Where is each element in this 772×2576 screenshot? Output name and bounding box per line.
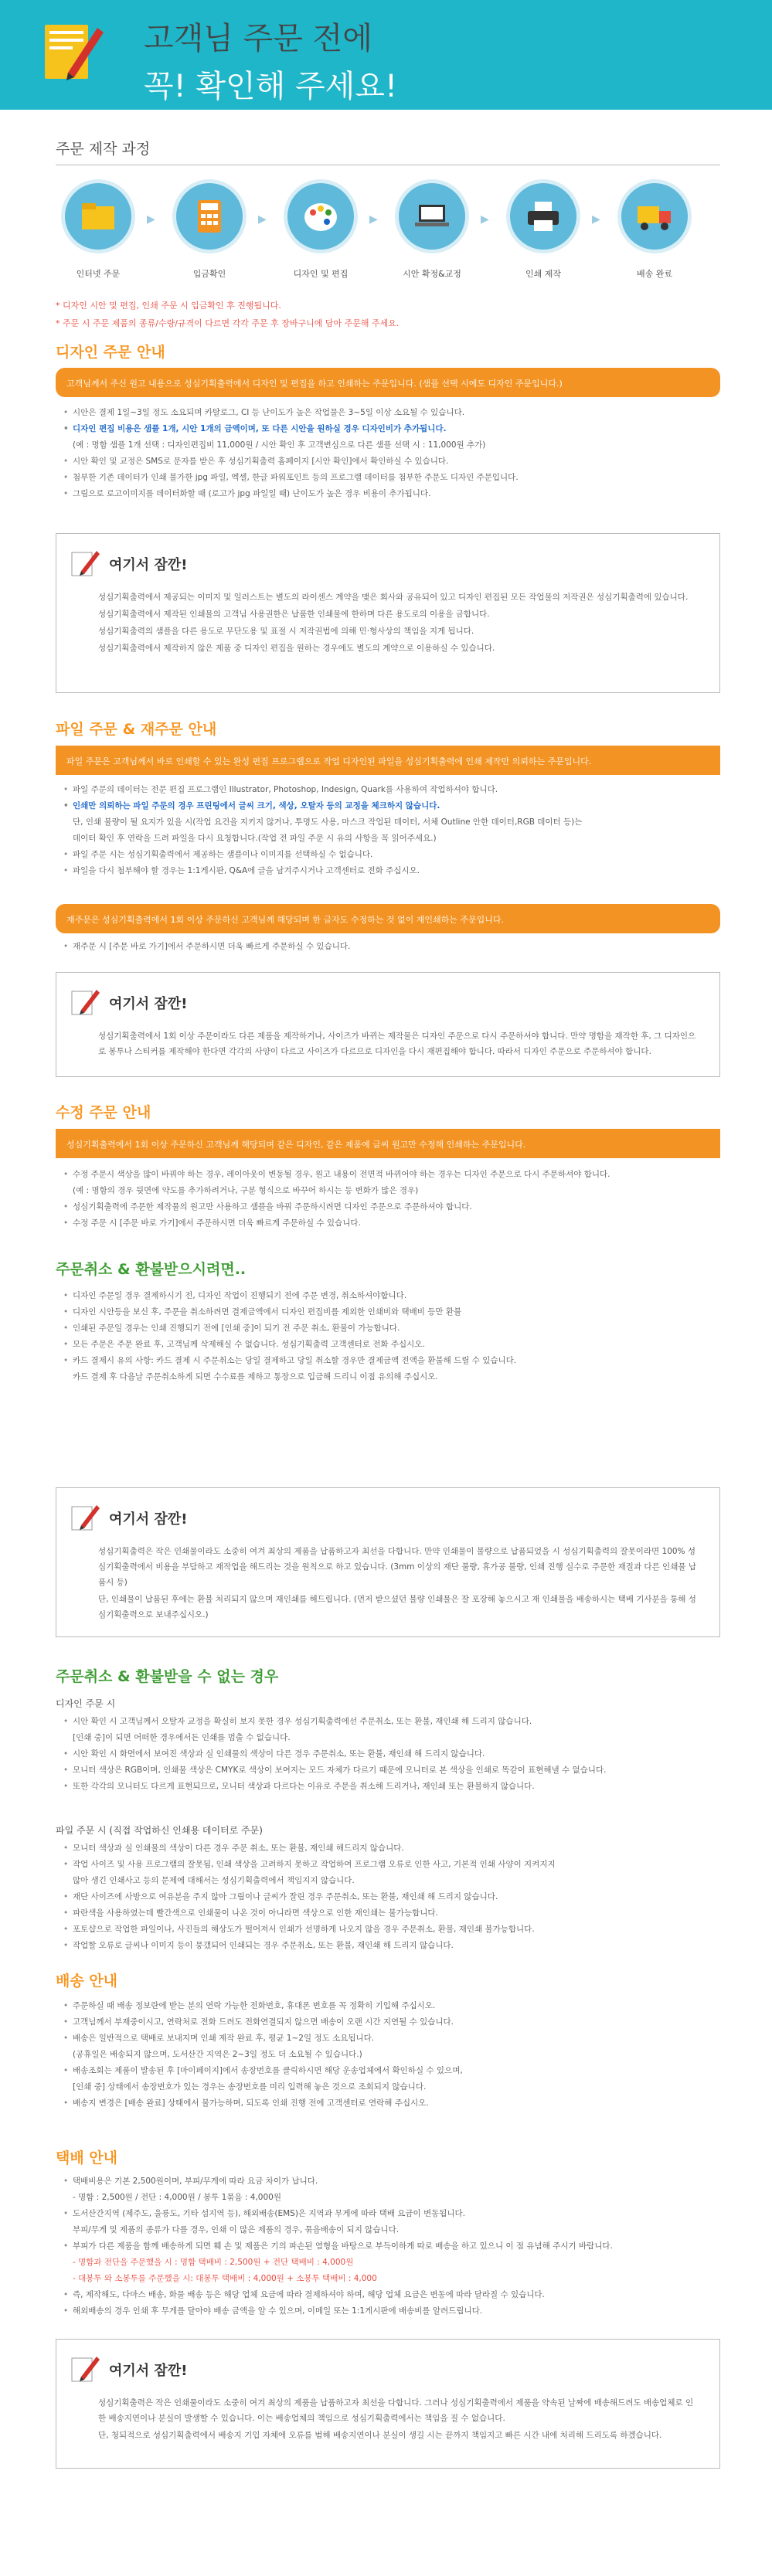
process-note: * 주문 시 주문 제품의 종류/수량/규격이 다르면 각각 주문 후 장바구니에 담아 주문해 주세요. [56, 318, 400, 328]
list-item: • 포토샵으로 작업한 파일이나, 사진들의 해상도가 떨어져서 인쇄가 선명하게 나오지 않을 경우 주문취소, 환불, 재인쇄 불가능합니다. [63, 1922, 720, 1938]
step-label: 인쇄 제작 [525, 269, 561, 279]
notice-text: 단, 청되적으로 성심기획출력에서 배송지 기입 자체에 오류를 범해 배송지연이나 분실이 생길 시는 끝까지 책임지고 빠른 시간 내에 처리해 드리도록 하겠습니다. [98, 2431, 662, 2440]
notice-title: 여기서 잠깐! [109, 996, 188, 1012]
hero-title-line2: 꼭! 확인해 주세요! [144, 69, 397, 104]
step-label: 시안 확정&교정 [403, 269, 461, 279]
list-item: • 즉, 제작해도, 다마스 배송, 화물 배송 등은 해당 업체 요금에 따라 결제하셔야 하며, 해당 업체 요금은 변동에 따라 달라질 수 있습니다. [63, 2287, 720, 2303]
list-item: (예 : 명함 샘플 1개 선택 : 디자인편집비 11,000원 / 시안 확인 후 고객변심으로 다른 샘플 선택 시 : 11,000원 추가) [73, 440, 486, 450]
list-item: • 수정 주문 시 [주문 바로 가기]에서 주문하시면 더욱 빠르게 주문하실 수 있습니다. [63, 1215, 720, 1232]
notice-title: 여기서 잠깐! [109, 2363, 188, 2379]
info-list [63, 1714, 720, 1795]
info-list [63, 1998, 720, 2112]
list-item: - 대봉투 와 소봉투를 주문했을 시: 대봉투 택배비 : 4,000원 + 소봉투 택배비 : 4,000 [73, 2274, 377, 2283]
list-item: • 시안 확인 시 고객님께서 오탈자 교정을 확실히 보지 못한 경우 성심기획출력에선 주문취소, 또는 환불, 재인쇄 해 드리지 않습니다. [63, 1714, 720, 1730]
subsection-title: 파일 주문 시 (직접 작업하신 인쇄용 데이터로 주문) [56, 1825, 263, 1836]
step-circle [395, 179, 469, 253]
list-item: • 인쇄만 의뢰하는 파일 주문의 경우 프린팅에서 글씨 크기, 색상, 오탈자 등의 교정을 체크하지 않습니다. [63, 798, 720, 814]
pen-paper-icon [39, 17, 105, 83]
pen-icon [70, 548, 101, 579]
list-item: • 해외배송의 경우 인쇄 후 무게를 달아야 배송 금액을 알 수 있으며, 이메일 또는 1:1게시판에 배송비를 알려드립니다. [63, 2303, 720, 2319]
chevron-right-icon: ▶ [481, 213, 489, 226]
notice-body [98, 590, 696, 658]
chevron-right-icon: ▶ [369, 213, 378, 226]
truck-icon [635, 197, 674, 236]
info-list [63, 782, 720, 879]
list-item: • 파일 주문 시는 성심기획출력에서 제공하는 샘플이나 이미지를 선택하실 수 없습니다. [63, 847, 720, 863]
list-item: • 디자인 편집 비용은 샘플 1개, 시안 1개의 금액이며, 또 다른 시안을 원하실 경우 디자인비가 추가됩니다. [63, 421, 720, 437]
list-item: • 부피가 다른 제품을 함께 배송하게 되면 훼 손 및 제품은 기의 파손된 염형을 바탕으로 부득이하게 따로 배송을 하고 있으니 이 점 유념해 주시기 바랍니다. [63, 2238, 720, 2255]
chevron-right-icon: ▶ [592, 213, 600, 226]
list-item: (공휴일은 배송되지 않으며, 도서산간 지역은 2~3일 정도 더 소요될 수 있습니다.) [73, 2050, 362, 2059]
list-item: • 배송은 일반적으로 택배로 보내지며 인쇄 제작 완료 후, 평균 1~2일 정도 소요됩니다. [63, 2031, 720, 2047]
notice-box [56, 2339, 720, 2469]
chevron-right-icon: ▶ [258, 213, 267, 226]
info-bar: 파일 주문은 고객님께서 바로 인쇄할 수 있는 완성 편집 프로그램으로 작업 디자인된 파일을 성심기획출력에 인쇄 제작만 의뢰하는 주문입니다. [56, 746, 720, 775]
list-item: • 그림으로 로고이미지를 데이터화할 때 (로고가 jpg 파일일 때) 난이도가 높은 경우 비용이 추가됩니다. [63, 486, 720, 502]
step-payment [167, 179, 252, 280]
step-label: 배송 완료 [636, 269, 672, 279]
list-item: • 작업 사이즈 및 사용 프로그램의 잘못됨, 인쇄 색상을 고려하지 못하고 작업하여 프로그램 오류로 인한 사고, 기본적 인쇄 사양이 지켜지지 [63, 1857, 720, 1873]
info-list [63, 1167, 720, 1232]
section-title-delivery: 배송 안내 [56, 1973, 118, 1990]
notice-text: 성심기획출력에서 제작하지 않은 제품 중 디자인 편집을 원하는 경우에도 별도의 계약으로 이용하실 수 있습니다. [98, 644, 495, 653]
process-note: * 디자인 시안 및 편집, 인쇄 주문 시 입금확인 후 진행됩니다. [56, 301, 281, 311]
step-circle [172, 179, 247, 253]
list-item: • 성심기획출력에 주문한 제작물의 원고만 사용하고 샘플을 바꿔 주문하시려면 디자인 주문으로 주문하셔야 합니다. [63, 1199, 720, 1215]
step-label: 인터넷 주문 [76, 269, 121, 279]
printer-icon [524, 197, 563, 236]
list-item: • 택배비용은 기본 2,500원이며, 부피/무게에 따라 요금 차이가 납니다. [63, 2173, 720, 2190]
folder-icon [79, 197, 117, 236]
list-item: 않아 생긴 인쇄사고 등의 문제에 대해서는 성심기획출력에서 책임지지 않습니다. [73, 1876, 355, 1885]
info-list [63, 939, 720, 955]
list-item: • 재단 사이즈에 사방으로 여유분을 주지 않아 그림이나 글씨가 잘린 경우 주문취소, 또는 환불, 재인쇄 해 드리지 않습니다. [63, 1889, 720, 1905]
notice-text: 단, 인쇄물이 납품된 후에는 환불 처리되지 않으며 재인쇄를 해드립니다. (먼저 받으셨던 불량 인쇄물은 잘 포장해 놓으시고 재 인쇄물을 배송하시는 택배 기사분을 통해 성심기획출력으로 보내주십시오.) [98, 1595, 696, 1619]
step-print [501, 179, 586, 280]
list-item: 부피/무게 및 제품의 종류가 다를 경우, 인쇄 이 많은 제품의 경우, 묶음배송이 되지 않습니다. [73, 2225, 400, 2234]
info-list [63, 405, 720, 502]
list-item: 단, 인쇄 불량이 될 요지가 있을 시(작업 요건을 지키지 않거나, 투명도 사용, 마스크 작업된 데이터, 서체 Outline 안한 데이터,RGB 데이터 등)는 [73, 817, 583, 827]
notice-body [98, 2395, 696, 2445]
section-title-file: 파일 주문 & 재주문 안내 [56, 721, 217, 738]
info-bar: 재주문은 성심기획출력에서 1회 이상 주문하신 고객님께 해당되며 한 글자도 수정하는 것 없이 재인쇄하는 주문입니다. [56, 904, 720, 933]
list-item: • 파란색을 사용하였는데 빨간색으로 인쇄물이 나온 것이 아니라면 색상으로 인한 재인쇄는 불가능합니다. [63, 1905, 720, 1922]
list-item: • 카드 결제시 유의 사항: 카드 결제 시 주문취소는 당일 결제하고 당일 취소할 경우만 결제금액 전액을 환불해 드릴 수 있습니다. [63, 1353, 720, 1369]
list-item: • 배송지 변경은 [배송 완료] 상태에서 불가능하며, 되도록 인쇄 진행 전에 고객센터로 연락해 주십시오. [63, 2095, 720, 2112]
list-item: • 고객님께서 부재중이시고, 연락처로 전화 드려도 전화연결되지 않으면 배송이 오랜 시간 지연될 수 있습니다. [63, 2014, 720, 2031]
notice-title: 여기서 잠깐! [109, 1511, 188, 1528]
chevron-right-icon: ▶ [147, 213, 155, 226]
list-item: [인쇄 중] 상태에서 송장번호가 있는 경우는 송장번호를 미리 입력해 놓은 것으로 조회되지 않습니다. [73, 2082, 427, 2092]
notice-title: 여기서 잠깐! [109, 557, 188, 573]
step-design [278, 179, 363, 280]
laptop-icon [413, 197, 451, 236]
pen-icon [70, 2353, 101, 2384]
process-title: 주문 제작 과정 [56, 141, 151, 158]
notice-body [98, 1028, 696, 1061]
list-item: • 모니터 색상과 실 인쇄물의 색상이 다른 경우 주문 취소, 또는 환불, 재인쇄 해드리지 않습니다. [63, 1840, 720, 1857]
list-item: • 인쇄된 주문일 경우는 인쇄 진행되기 전에 [인쇄 중]이 되기 전 주문 취소, 환불이 가능합니다. [63, 1320, 720, 1337]
notice-text: 성심기획출력에서 제작된 인쇄물의 고객님 사용권한은 납품한 인쇄물에 한하며 다른 용도로의 이용을 금합니다. [98, 610, 490, 619]
notice-text: 성심기획출력에서 제공되는 이미지 및 일러스트는 별도의 라이센스 계약을 맺은 회사와 공유되어 있고 디자인 편집된 모든 작업물의 저작권은 성심기획출력에 있습니다. [98, 593, 689, 602]
list-item: • 파일을 다시 첨부해야 할 경우는 1:1게시판, Q&A에 글을 남겨주시거나 고객센터로 전화 주십시오. [63, 863, 720, 879]
notice-body [98, 1544, 696, 1624]
notice-box [56, 972, 720, 1077]
step-order [56, 179, 141, 280]
list-item: • 디자인 시안등을 보신 후, 주문을 취소하려면 결제금액에서 디자인 편집비를 제외한 인쇄비와 택배비 등만 환불 [63, 1304, 720, 1320]
list-item: • 시안 확인 및 교정은 SMS로 문자를 받은 후 성심기획출력 홈페이지 [시안 확인]에서 확인하실 수 있습니다. [63, 454, 720, 470]
hero-banner [0, 0, 772, 110]
info-list [63, 2173, 720, 2319]
section-title-norefund: 주문취소 & 환불받을 수 없는 경우 [56, 1668, 279, 1685]
list-item: • 모니터 색상은 RGB이며, 인쇄물 색상은 CMYK로 색상이 보여지는 모드 자체가 다르기 때문에 모니터로 본 색상을 인쇄로 똑같이 표현해낼 수 없습니다. [63, 1762, 720, 1779]
step-circle [617, 179, 692, 253]
list-item: - 명함과 전단을 주문했을 시 : 명함 택배비 : 2,500원 + 전단 택배비 : 4,000원 [73, 2258, 354, 2267]
list-item: • 첨부한 기존 데이터가 인쇄 불가한 jpg 파일, 엑셀, 한글 파워포인트 등의 프로그램 데이터를 첨부한 주문도 디자인 주문입니다. [63, 470, 720, 486]
list-item: • 파일 주문의 데이터는 전문 편집 프로그램인 Illustrator, Photoshop, Indesign, Quark를 사용하여 작업하셔야 합니다. [63, 782, 720, 798]
subsection-title: 디자인 주문 시 [56, 1698, 116, 1709]
step-circle [506, 179, 580, 253]
list-item: • 시안 확인 시 화면에서 보여진 색상과 실 인쇄물의 색상이 다른 경우 주문취소, 또는 환불, 재인쇄 해 드리지 않습니다. [63, 1746, 720, 1762]
step-label: 입금확인 [192, 269, 226, 279]
info-list [63, 1840, 720, 1954]
step-circle [284, 179, 358, 253]
list-item: • 디자인 주문일 경우 결제하시기 전, 디자인 작업이 진행되기 전에 주문 변경, 취소하셔야합니다. [63, 1288, 720, 1304]
list-item: • 모든 주문은 주문 완료 후, 고객님께 삭제해실 수 없습니다. 성심기획출력 고객센터로 전화 주십시오. [63, 1337, 720, 1353]
notice-text: 성심기획출력에서 1회 이상 주문이라도 다른 제품을 제작하거나, 사이즈가 바뀌는 제작물은 디자인 주문으로 다시 주문하셔야 합니다. 만약 명함을 재작한 후, 그 디자인으로 봉투나 스티커를 제작해야 한다면 각각의 사양이 다르고 사이즈가 다르므로 디자인을 다시 재편집해야 합니다. 따라서 디자인 주문으로 주문하셔야 합니다. [98, 1031, 696, 1056]
calculator-icon [190, 197, 229, 236]
info-list [63, 1288, 720, 1385]
palette-icon [301, 197, 340, 236]
list-item: • 도서산간지역 (제주도, 울릉도, 기타 섬지역 등), 해외배송(EMS)은 지역과 무게에 따라 택배 요금이 변동됩니다. [63, 2206, 720, 2222]
notice-box [56, 1487, 720, 1637]
notice-text: 성심기획출력의 샘플을 다른 용도로 무단도용 및 표절 시 저작권법에 의해 민·형사상의 책임을 지게 됩니다. [98, 627, 474, 636]
list-item: (예 : 명함의 경우 뒷면에 약도를 추가하려거나, 구분 형식으로 바꾸어 하시는 등 변화가 많은 경우) [73, 1186, 419, 1195]
info-bar: 성심기획출력에서 1회 이상 주문하신 고객님께 해당되며 같은 디자인, 같은 제품에 글씨 원고만 수정해 인쇄하는 주문입니다. [56, 1129, 720, 1158]
notice-box [56, 533, 720, 693]
step-delivery [612, 179, 697, 280]
list-item: • 주문하실 때 배송 정보란에 받는 분의 연락 가능한 전화번호, 휴대폰 번호를 꼭 정확히 기입해 주십시오. [63, 1998, 720, 2014]
section-title-edit: 수정 주문 안내 [56, 1104, 151, 1121]
list-item: • 배송조회는 제품이 발송된 후 [마이페이지]에서 송장번호를 클릭하시면 해당 운송업체에서 확인하실 수 있으며, [63, 2063, 720, 2079]
list-item: 데이터 확인 후 연락을 드려 파일을 다시 요청합니다.(작업 전 파일 주문 시 유의 사항을 꼭 읽어주세요.) [73, 834, 437, 843]
info-bar: 고객님께서 주신 원고 내용으로 성심기획출력에서 디자인 및 편집을 하고 인쇄하는 주문입니다. (샘플 선택 시에도 디자인 주문입니다.) [56, 368, 720, 397]
list-item: • 재주문 시 [주문 바로 가기]에서 주문하시면 더욱 빠르게 주문하실 수 있습니다. [63, 939, 720, 955]
list-item: • 또한 각각의 모니터도 다르게 표현되므로, 모니터 색상과 다르다는 이유로 주문을 취소해 드리거나, 재인쇄 또는 환불하지 않습니다. [63, 1779, 720, 1795]
notice-text: 성심기획출력은 작은 인쇄물이라도 소중히 여겨 최상의 제품을 납품하고자 최선을 다합니다. 만약 인쇄물이 불량으로 납품되었을 시 성심기획출력의 잘못이라면 100% 성심기획출력에서 비용을 부담하고 재작업을 해드리는 것을 원칙으로 하고 있습니다. (3mm 이상의 재단 불량, 휴가공 불량, 인쇄 진행 실수로 주문한 재질과 다른 인쇄물 납품시 등) [98, 1547, 696, 1587]
list-item: - 명함 : 2,500원 / 전단 : 4,000원 / 봉투 1묶음 : 4,000원 [73, 2193, 281, 2202]
list-item: 카드 결제 후 다음날 주문취소하게 되면 수수료를 제하고 통장으로 입금해 드리니 이점 유의해 주십시오. [73, 1372, 438, 1381]
step-circle [61, 179, 135, 253]
section-title-courier: 택배 안내 [56, 2149, 118, 2166]
hero-title-line1: 고객님 주문 전에 [144, 21, 372, 56]
notice-text: 성심기획출력은 작은 인쇄물이라도 소중히 여겨 최상의 제품을 납품하고자 최선을 다합니다. 그러나 성심기획출력에서 제품을 약속된 날짜에 배송해드려도 배송업체로 인한 배송지연이나 분실이 발생할 수 있습니다. 이는 배송업체의 책임으로 성심기획출력에서는 책임을 질 수 없습니다. [98, 2398, 694, 2423]
list-item: • 작업할 오류로 글씨나 이미지 등이 뭉갰되어 인쇄되는 경우 주문취소, 또는 환불, 재인쇄 해 드리지 않습니다. [63, 1938, 720, 1954]
section-title-design: 디자인 주문 안내 [56, 344, 165, 361]
pen-icon [70, 987, 101, 1018]
pen-icon [70, 1502, 101, 1533]
list-item: [인쇄 중]이 되면 어떠한 경우에서든 인쇄를 멈출 수 없습니다. [73, 1733, 291, 1742]
section-title-cancel: 주문취소 & 환불받으시려면.. [56, 1261, 247, 1278]
list-item: • 시안은 결제 1일~3일 정도 소요되며 카탈로그, CI 등 난이도가 높은 작업물은 3~5일 이상 소요될 수 있습니다. [63, 405, 720, 421]
step-label: 디자인 및 편집 [293, 269, 349, 279]
list-item: • 수정 주문시 색상을 많이 바꿔야 하는 경우, 레이아웃이 변동될 경우, 원고 내용이 전면적 바뀌어야 하는 경우는 디자인 주문으로 다시 주문하셔야 합니다. [63, 1167, 720, 1183]
step-proof [389, 179, 474, 280]
